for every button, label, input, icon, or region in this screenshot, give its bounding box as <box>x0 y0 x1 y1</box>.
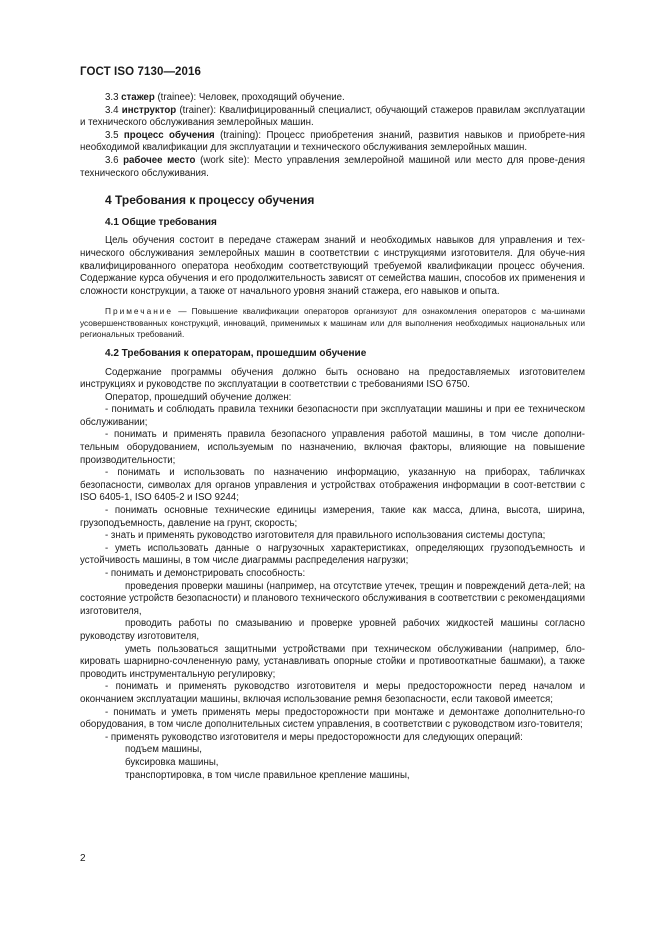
section-4-2-intro: Содержание программы обучения должно быть основано на предоставляемых изготовителем инструкциях и руководстве по эксплуатации в соответствии с требованиями ISO 6750. <box>80 366 585 391</box>
list-item: - понимать и применять руководство изготовителя и меры предосторожности перед началом и окончанием эксплуатации машины, включая использование ремня безопасности, если таковой имеется; <box>80 681 585 705</box>
list-item: - уметь использовать данные о нагрузочных характеристиках, определяющих грузоподъемность и устойчивость машины, в том числе диаграммы распределения нагрузки; <box>80 542 585 567</box>
term-3-3: 3.3 стажер (trainee): Человек, проходящий обучение. <box>105 92 345 103</box>
document-header: ГОСТ ISO 7130—2016 <box>80 66 202 78</box>
section-4-2-lead: Оператор, прошедший обучение должен: <box>105 391 292 403</box>
list-item: - применять руководство изготовителя и меры предосторожности для следующих операций: <box>105 731 523 743</box>
term-3-5: 3.5 процесс обучения (training): Процесс приобретения знаний, развития навыков и приобрете-ния необходимой квалификации для эксплуатации и технического обслуживания землеройных машин. <box>80 129 585 154</box>
sub-list-item: уметь пользоваться защитными устройствами при техническом обслуживании (например, бло-кировать шарнирно-сочлененную раму, устанавливать опорные стойки и противооткатные башмаки), а также проводить инструментальную регулировку; <box>80 643 585 680</box>
note <box>80 306 585 340</box>
note-label: Примечание <box>105 306 174 317</box>
section-4-title: 4 Требования к процессу обучения <box>105 193 315 208</box>
term-3-4: 3.4 инструктор (trainer): Квалифицированный специалист, обучающий стажеров правилам эксплуатации и технического обслуживания землеройных машин. <box>80 104 585 129</box>
list-item: - понимать и применять правила безопасного управления работой машины, в том числе дополни-тельным оборудованием, используемым по назначению, включая факторы, влияющие на повышение производительности; <box>80 429 585 466</box>
sub-list-item: проводить работы по смазыванию и проверке уровней рабочих жидкостей машины согласно руководству изготовителя, <box>80 618 585 642</box>
list-item: - понимать и соблюдать правила техники безопасности при эксплуатации машины и при ее техническом обслуживании; <box>80 404 585 428</box>
section-4-1-text: Цель обучения состоит в передаче стажерам знаний и необходимых навыков для управления и тех-нического обслуживания землеройных машин в соответствии с инструкциями изготовителя. Для обуче-ния квалифицированного оператора необходим соответствующий требуемой квалификации процесс обучения. Содержание курса обучения и его продолжительность зависят от семейства машин, способов их применения и сложности конструкции, а также от начального уровня знаний стажера, его навыков и опыта. <box>80 235 585 297</box>
note-text: — Повышение квалификации операторов организуют для ознакомления операторов с ма-шинами усовершенствованных конструкций, инноваций, применимых к машинам или для выполнения необходимых национальных или региональных требований. <box>80 306 585 339</box>
operation-item: транспортировка, в том числе правильное крепление машины, <box>125 769 410 781</box>
list-item: - знать и применять руководство изготовителя для правильного использования системы доступа; <box>105 530 546 542</box>
page-number: 2 <box>80 853 86 864</box>
section-4-1-title: 4.1 Общие требования <box>105 216 217 228</box>
operation-item: подъем машины, <box>125 744 202 756</box>
term-3-6: 3.6 рабочее место (work site): Место управления землеройной машиной или место для прове-дения технического обслуживания. <box>80 154 585 179</box>
list-item: - понимать основные технические единицы измерения, такие как масса, длина, высота, ширина, грузоподъемность, давление на грунт, скорость; <box>80 505 585 529</box>
sub-list-item: проведения проверки машины (например, на отсутствие утечек, трещин и повреждений дета-лей; на состояние устройств безопасности) и планового технического обслуживания в соответствии с рекомендациями изготовителя, <box>80 580 585 617</box>
list-item: - понимать и использовать по назначению информацию, указанную на приборах, табличках безопасности, символах для органов управления и устройствах отображения информации в соот-ветствии с ISO 6405-1, ISO 6405-2 и ISO 9244; <box>80 467 585 504</box>
list-item: - понимать и уметь применять меры предосторожности при монтаже и демонтаже дополнительно-го оборудования, в том числе дополнительных систем управления, в соответствии с руководством изго-товителя; <box>80 706 585 731</box>
document-body <box>80 92 585 782</box>
list-item: - понимать и демонстрировать способность: <box>105 568 306 580</box>
operation-item: буксировка машины, <box>125 756 219 768</box>
section-4-2-title: 4.2 Требования к операторам, прошедшим обучение <box>105 347 367 359</box>
